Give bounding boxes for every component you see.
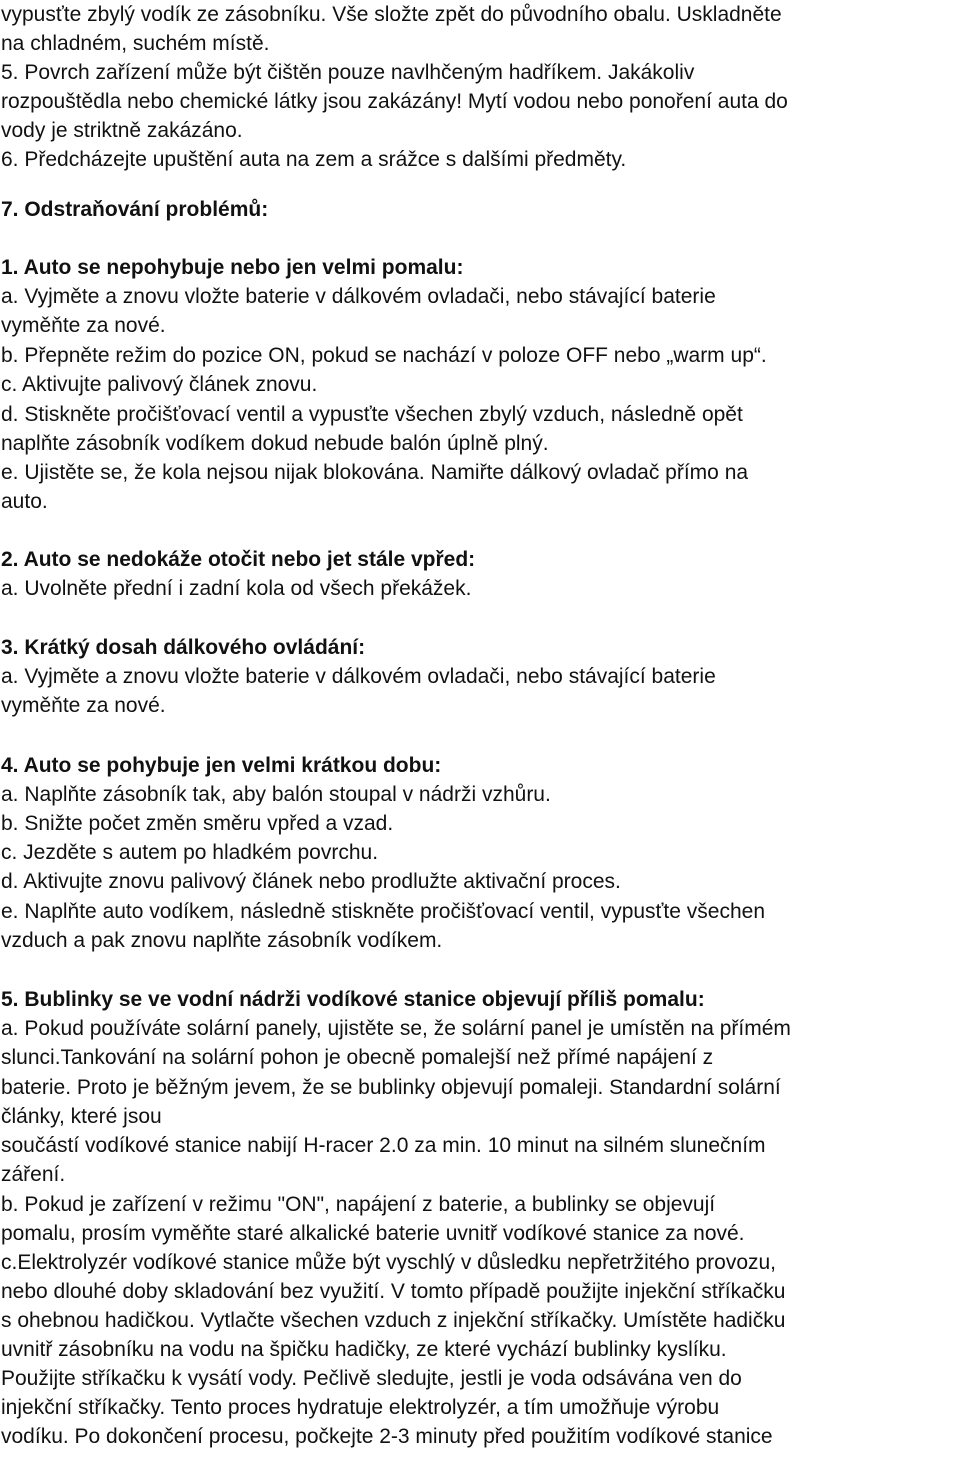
text-line: e. Naplňte auto vodíkem, následně stiskněte pročišťovací ventil, vypusťte všechen (1, 900, 765, 923)
text-line: součástí vodíkové stanice nabijí H-racer 2.0 za min. 10 minut na silném slunečním (1, 1134, 766, 1157)
text-line: auto. (1, 490, 48, 513)
text-line: injekční stříkačky. Tento proces hydratuje elektrolyzér, a tím umožňuje výrobu (1, 1396, 720, 1419)
section-heading: 5. Bublinky se ve vodní nádrži vodíkové stanice objevují příliš pomalu: (1, 988, 705, 1011)
text-line: vody je striktně zakázáno. (1, 119, 243, 142)
section-heading: 4. Auto se pohybuje jen velmi krátkou dobu: (1, 754, 442, 777)
text-line: články, které jsou (1, 1105, 162, 1128)
text-line: e. Ujistěte se, že kola nejsou nijak blokována. Namiřte dálkový ovladač přímo na (1, 461, 749, 484)
text-line: 5. Povrch zařízení může být čištěn pouze navlhčeným hadříkem. Jakákoliv (1, 61, 695, 84)
section-heading: 3. Krátký dosah dálkového ovládání: (1, 636, 366, 659)
text-line: Použijte stříkačku k vysátí vody. Pečlivě sledujte, jestli je voda odsávána ven do (1, 1367, 742, 1390)
text-line: na chladném, suchém místě. (1, 32, 270, 55)
section-heading: 7. Odstraňování problémů: (1, 198, 269, 221)
text-line: pomalu, prosím vyměňte staré alkalické baterie uvnitř vodíkové stanice za nové. (1, 1222, 745, 1245)
text-line: rozpouštědla nebo chemické látky jsou zakázány! Mytí vodou nebo ponoření auta do (1, 90, 788, 113)
text-line: b. Pokud je zařízení v režimu "ON", napájení z baterie, a bublinky se objevují (1, 1193, 716, 1216)
text-line: uvnitř zásobníku na vodu na špičku hadičky, ze které vychází bublinky kyslíku. (1, 1338, 727, 1361)
text-line: vodíku. Po dokončení procesu, počkejte 2-3 minuty před použitím vodíkové stanice (1, 1425, 773, 1448)
text-line: c.Elektrolyzér vodíkové stanice může být vyschlý v důsledku nepřetržitého provozu, (1, 1251, 777, 1274)
text-line: vyměňte za nové. (1, 694, 166, 717)
text-line: d. Stiskněte pročišťovací ventil a vypusťte všechen zbylý vzduch, následně opět (1, 403, 743, 426)
text-line: 6. Předcházejte upuštění auta na zem a srážce s dalšími předměty. (1, 148, 627, 171)
text-line: b. Snižte počet změn směru vpřed a vzad. (1, 812, 394, 835)
text-line: s ohebnou hadičkou. Vytlačte všechen vzduch z injekční stříkačky. Umístěte hadičku (1, 1309, 786, 1332)
section-heading: 1. Auto se nepohybuje nebo jen velmi pomalu: (1, 256, 464, 279)
text-line: vyměňte za nové. (1, 314, 166, 337)
text-line: c. Jezděte s autem po hladkém povrchu. (1, 841, 379, 864)
text-line: záření. (1, 1163, 66, 1186)
text-line: vypusťte zbylý vodík ze zásobníku. Vše složte zpět do původního obalu. Uskladněte (1, 3, 782, 26)
text-line: slunci.Tankování na solární pohon je obecně pomalejší než přímé napájení z (1, 1046, 714, 1069)
text-line: c. Aktivujte palivový článek znovu. (1, 373, 318, 396)
text-line: b. Přepněte režim do pozice ON, pokud se nachází v poloze OFF nebo „warm up“. (1, 344, 767, 367)
text-line: naplňte zásobník vodíkem dokud nebude balón úplně plný. (1, 432, 549, 455)
text-line: a. Naplňte zásobník tak, aby balón stoupal v nádrži vzhůru. (1, 783, 551, 806)
text-line: a. Pokud používáte solární panely, ujistěte se, že solární panel je umístěn na přímém (1, 1017, 791, 1040)
text-line: d. Aktivujte znovu palivový článek nebo prodlužte aktivační proces. (1, 870, 621, 893)
section-heading: 2. Auto se nedokáže otočit nebo jet stále vpřed: (1, 548, 476, 571)
text-line: a. Vyjměte a znovu vložte baterie v dálkovém ovladači, nebo stávající baterie (1, 665, 716, 688)
text-line: vzduch a pak znovu naplňte zásobník vodíkem. (1, 929, 443, 952)
text-line: a. Uvolněte přední i zadní kola od všech překážek. (1, 577, 472, 600)
text-line: a. Vyjměte a znovu vložte baterie v dálkovém ovladači, nebo stávající baterie (1, 285, 716, 308)
text-line: baterie. Proto je běžným jevem, že se bublinky objevují pomaleji. Standardní solární (1, 1076, 781, 1099)
text-line: nebo dlouhé doby skladování bez využití. V tomto případě použijte injekční stříkačku (1, 1280, 786, 1303)
